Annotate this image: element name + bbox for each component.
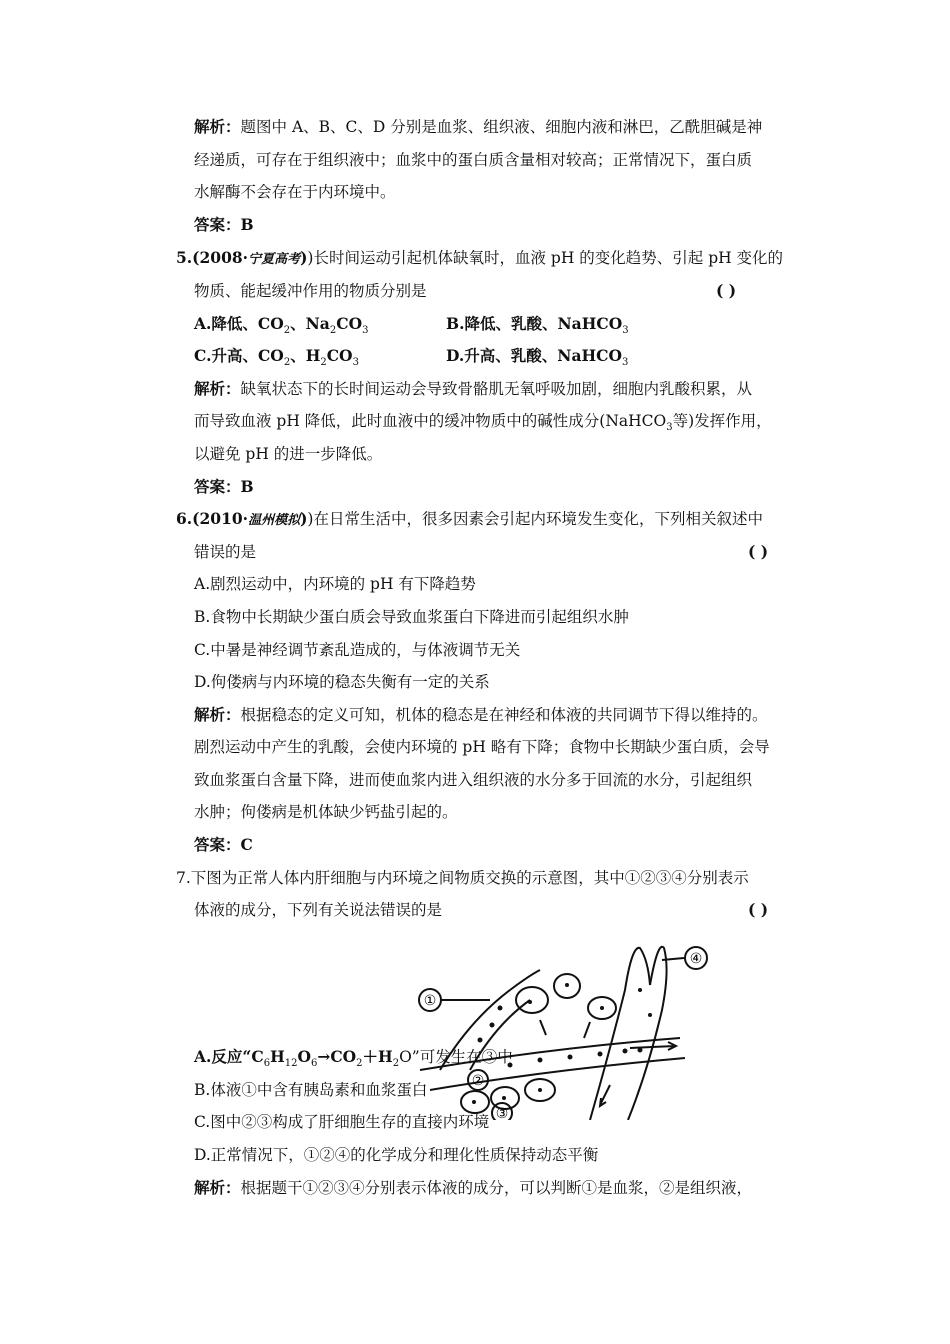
flow-arrow [584,1022,590,1038]
sub: 3 [666,422,673,433]
sub: 12 [284,1058,298,1069]
t: 、Na [290,314,330,333]
stem: )在日常生活中，很多因素会引起内环境发生变化，下列相关叙述中 [307,510,763,528]
sub: 2 [320,357,327,368]
sub: 2 [392,1058,400,1069]
q6-option-d: D.佝偻病与内环境的稳态失衡有一定的关系 [194,673,490,691]
diagram-label-1: ① [423,993,437,1009]
q6-answer-paren: ( ) [748,542,769,561]
q7-explain-line-1 [194,1178,752,1198]
text: 根据题干①②③④分别表示体液的成分，可以判断①是血浆，②是组织液， [240,1179,753,1197]
q7-stem-line-1: 7.下图为正常人体内肝细胞与内环境之间物质交换的示意图，其中①②③④分别表示 [176,869,749,887]
sub: 2 [356,1058,363,1069]
sub: 3 [352,357,359,368]
answer-value: B [240,477,254,496]
t: CO [326,346,353,365]
diagram-label-3: ③ [495,1106,509,1120]
explain-label: 解析： [194,117,241,136]
flow-arrow [540,1020,546,1035]
q5-explain-line-2 [194,411,772,431]
text: 等)发挥作用， [672,412,772,430]
q7-option-c: C.图中②③构成了肝细胞生存的直接内环境 [194,1113,490,1131]
sub: 6 [310,1058,318,1069]
q6-answer [194,835,253,855]
sub: 2 [283,325,291,336]
sub: 3 [362,325,369,336]
t: A.反应“C [194,1047,264,1066]
q6-explain-line-1 [194,705,768,725]
q5-answer-paren: ( ) [716,281,737,300]
q5-explain-line-1 [194,379,752,399]
q5-explain-line-3: 以避免 pH 的进一步降低。 [194,445,383,463]
lymph-vessel-left [590,948,650,1120]
q7-option-b: B.体液①中含有胰岛素和血浆蛋白 [194,1081,428,1099]
q7-option-d: D.正常情况下，①②④的化学成分和理化性质保持动态平衡 [194,1146,599,1164]
q7-answer-paren: ( ) [748,900,769,919]
text: 缺氧状态下的长时间运动会导致骨骼肌无氧呼吸加剧，细胞内乳酸积累，从 [240,380,753,398]
t: D.升高、乳酸、NaHCO [446,346,622,365]
sub: 3 [621,357,629,368]
sub: 6 [263,1058,271,1069]
question-number: 5.(2008· [176,248,249,267]
q5-option-b [446,314,629,334]
liver-cell-exchange-diagram [400,930,730,1120]
text: 题图中 A、B、C、D 分别是血浆、组织液、细胞内液和淋巴，乙酰胆碱是神 [240,118,763,136]
q5-stem-line-1: 5.(2008·宁夏高考))长时间运动引起机体缺氧时，血液 pH 的变化趋势、引起 pH 变化的 [176,248,784,267]
source: 宁夏高考 [248,252,301,267]
t: O”可发生在③中 [399,1048,513,1066]
answer-label: 答案： [194,477,241,496]
t: O [297,1047,311,1066]
q4-answer [194,215,254,235]
q6-option-a: A.剧烈运动中，内环境的 pH 有下降趋势 [194,575,476,593]
answer-label: 答案： [194,835,241,854]
answer-value: B [240,215,254,234]
q5-answer [194,477,254,497]
flow-arrow [600,1085,610,1106]
q5-option-d [446,346,628,366]
sub: 2 [283,357,291,368]
q6-explain-line-4: 水肿；佝偻病是机体缺少钙盐引起的。 [194,803,458,821]
t: H [270,1047,285,1066]
sub: 3 [622,325,629,336]
explain-label: 解析： [194,379,241,398]
q4-explain-line-1 [194,117,762,137]
t: 、H [290,346,321,365]
lymph-vessel-right [628,947,667,1120]
text: 根据稳态的定义可知，机体的稳态是在神经和体液的共同调节下得以维持的。 [240,706,768,724]
diagram-label-4: ④ [689,951,703,967]
q4-explain-line-2: 经递质，可存在于组织液中；血浆中的蛋白质含量相对较高；正常情况下，蛋白质 [194,151,753,169]
source: 温州模拟 [248,513,301,528]
q6-option-c: C.中暑是神经调节紊乱造成的，与体液调节无关 [194,641,521,659]
cell [516,987,548,1013]
q6-stem-line-2: 错误的是 [194,543,257,561]
answer-label: 答案： [194,215,241,234]
stem: )长时间运动引起机体缺氧时，血液 pH 的变化趋势、引起 pH 变化的 [307,249,784,267]
q4-explain-line-3: 水解酶不会存在于内环境中。 [194,183,396,201]
q5-option-c [194,346,359,366]
q6-stem-line-1: 6.(2010·温州模拟))在日常生活中，很多因素会引起内环境发生变化，下列相关叙述中 [176,509,763,528]
t: C.升高、CO [194,346,284,365]
q6-explain-line-2: 剧烈运动中产生的乳酸，会使内环境的 pH 略有下降；食物中长期缺少蛋白质，会导 [194,738,770,756]
q6-explain-line-3: 致血浆蛋白含量下降，进而使血浆内进入组织液的水分多于回流的水分，引起组织 [194,771,753,789]
q5-option-a [194,314,368,334]
text: 而导致血液 pH 降低，此时血液中的缓冲物质中的碱性成分(NaHCO [194,412,667,430]
diagram-label-2: ② [471,1073,485,1089]
q6-option-b: B.食物中长期缺少蛋白质会导致血浆蛋白下降进而引起组织水肿 [194,608,629,626]
sub: 2 [329,325,337,336]
q7-stem-line-2: 体液的成分，下列有关说法错误的是 [194,901,443,919]
t: CO [336,314,363,333]
q7-option-a [194,1047,513,1067]
q5-stem-line-2: 物质、能起缓冲作用的物质分别是 [194,282,427,300]
explain-label: 解析： [194,705,241,724]
t: →CO [317,1047,357,1066]
explain-label: 解析： [194,1178,241,1197]
t: B.降低、乳酸、NaHCO [446,314,623,333]
t: A.降低、CO [194,314,284,333]
answer-value: C [240,835,253,854]
t: ＋H [362,1047,393,1066]
question-number: 6.(2010· [176,509,249,528]
